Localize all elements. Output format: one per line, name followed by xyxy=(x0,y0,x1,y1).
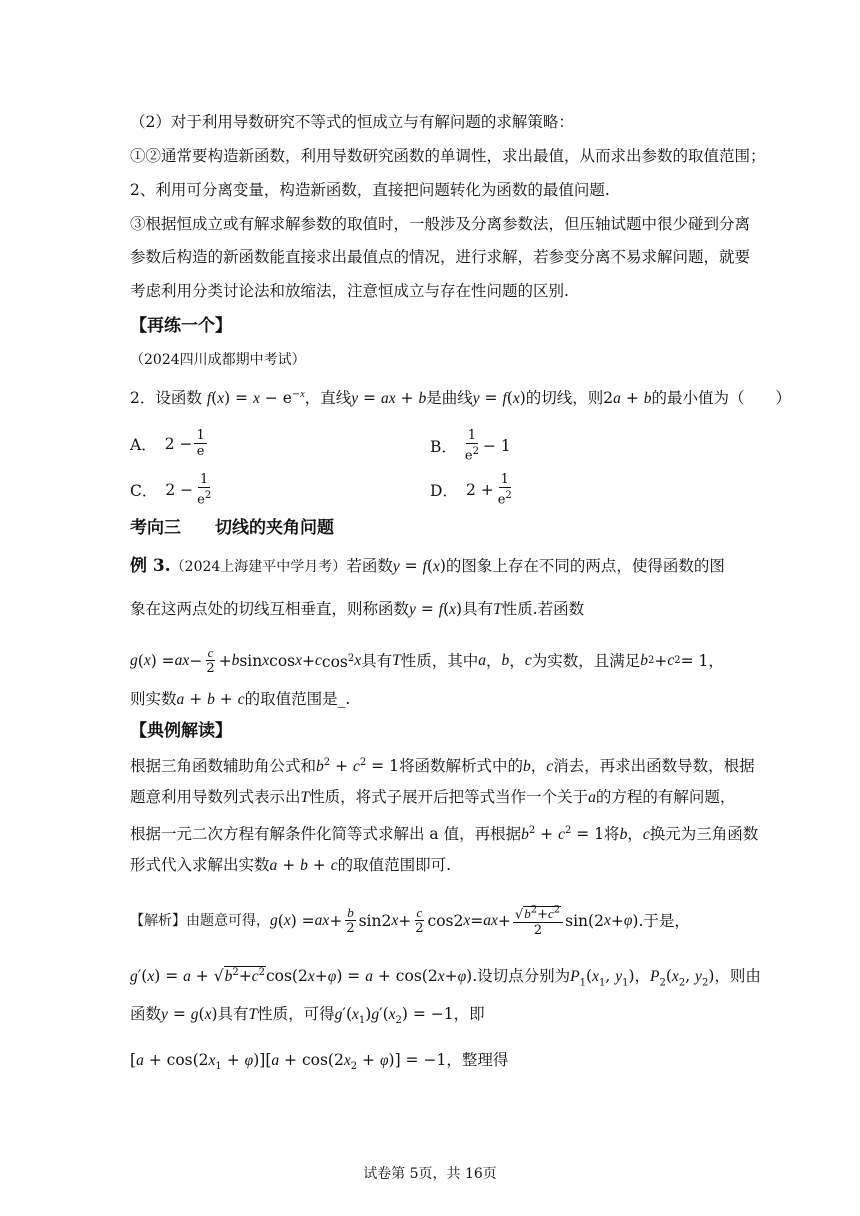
math-fx-def: f xyxy=(206,390,212,408)
analysis-line4: $[a + \cos(2x_1 + \varphi)][a + \cos(2x_2 + \varphi)] = -1$，整理得 xyxy=(130,1051,509,1073)
choice-c: C． 2 − $\frac{1}{e^2}$ xyxy=(130,472,212,508)
analysis-line1: 【解析】 由题意可得， g ( x ) = ax + $\frac{b}{2}$ sin2 x + $\frac{c}{2}$ cos2 x = ax + $\frac{√b^2+c^2}{2}$ sin(2 x + φ ) .于是， xyxy=(130,905,690,939)
choice-d: D． 2 + $\frac{1}{e^2}$ xyxy=(430,472,512,508)
page-footer: 试卷第 5页，共 16页 xyxy=(363,1166,497,1182)
strategy-item-12: ①②通常要构造新函数，利用导数研究函数的单调性，求出最值，从而求出参数的取值范围； xyxy=(130,147,766,165)
question-number: 2．设函数 xyxy=(130,389,202,408)
question-text-1: ，直线 xyxy=(304,389,352,408)
practice-source: （2024四川成都期中考试） xyxy=(130,352,306,368)
question-text-2: 是曲线 xyxy=(426,389,473,408)
strategy-item-3-line3: 考虑利用分类讨论法和放缩法，注意恒成立与存在性问题的区别. xyxy=(130,282,569,300)
interpretation-line2: 题意利用导数列式表示出T性质，将式子展开后把等式当作一个关于a的方程的有解问题， xyxy=(130,788,736,806)
example-3-source: （2024上海建平中学月考） xyxy=(170,559,347,575)
example-3-line3: g ( x ) = ax − $\frac{c}{2}$ + b sin x cos x + c $\cos^2$ x 具有 T 性质，其中 a ， b ， c 为实数，且满足 b 2 + c 2 = 1， xyxy=(130,645,724,676)
strategy-intro: （2）对于利用导数研究不等式的恒成立与有解问题的求解策略： xyxy=(130,113,574,131)
interpretation-line4: 形式代入求解出实数a + b + c的取值范围即可. xyxy=(130,856,452,874)
example-3-line4: 则实数a + b + c的取值范围是_. xyxy=(130,690,351,708)
interpretation-line1: 根据三角函数辅助角公式和$b^2 + c^2 = 1$将函数解析式中的b，c消去，再求出函数导数，根据 xyxy=(130,757,755,776)
practice-question: 2．设函数 $f(x) = x - e^{-x}$，直线y = ax + b是曲线y = f(x)的切线，则2a + b的最小值为（ ） xyxy=(130,389,792,408)
strategy-item-2: 2、利用可分离变量，构造新函数，直接把问题转化为函数的最值问题. xyxy=(130,181,610,199)
interpretation-line3: 根据一元二次方程有解条件化简等式求解出 a 值，再根据$b^2 + c^2 = 1$将b，c换元为三角函数 xyxy=(130,825,759,844)
strategy-item-3-line1: ③根据恒成立或有解求解参数的取值时，一般涉及分离参数法，但压轴试题中很少碰到分离 xyxy=(130,215,751,233)
choice-a: A． 2 − $\frac{1}{e}$ xyxy=(130,428,205,459)
example-3-line1: 例 3.（2024上海建平中学月考）若函数y = f(x)的图象上存在不同的两点，使得函数的图 xyxy=(130,556,725,576)
analysis-label: 【解析】 xyxy=(130,912,186,929)
choice-b: B． $\frac{1}{e^2}$ − 1 xyxy=(430,428,511,464)
analysis-line3: 函数y = g(x)具有T性质，可得$g'(x_1)g'(x_2) = -1$，即 xyxy=(130,1005,485,1027)
question-text-4: 的最小值为（ ） xyxy=(651,389,792,408)
example-3-line2: 象在这两点处的切线互相垂直，则称函数y = f(x)具有T性质.若函数 xyxy=(130,600,585,618)
example-3-label: 例 3. xyxy=(130,556,171,576)
interpretation-heading: 【典例解读】 xyxy=(130,721,232,741)
strategy-item-3-line2: 参数后构造的新函数能直接求出最值点的情况，进行求解，若参变分离不易求解问题，就要 xyxy=(130,248,751,266)
section-3-title: 考向三 切线的夹角问题 xyxy=(130,518,334,538)
practice-heading: 【再练一个】 xyxy=(130,316,232,336)
analysis-line2: $g'(x) = a + √b^2+c^2\cos(2x+\varphi) = a + \cos(2x+\varphi)$.设切点分别为$P_1(x_1$, $y_1$)，$P_2(x_2$, $y_2$)，则由 xyxy=(130,967,761,989)
question-text-3: 的切线，则 xyxy=(525,389,604,408)
